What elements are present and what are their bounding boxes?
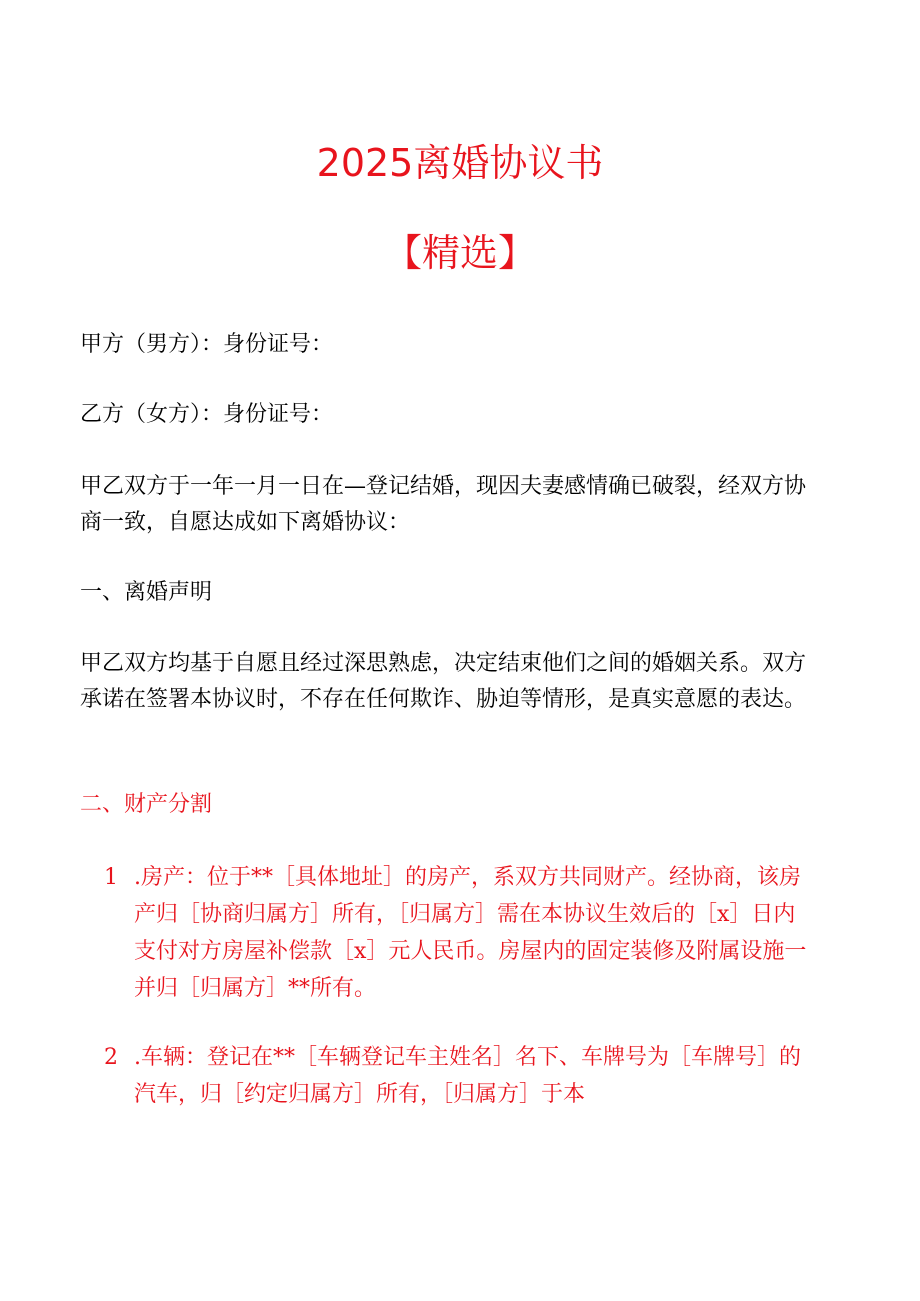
intro-paragraph: 甲乙双方于一年一月一日在—登记结婚，现因夫妻感情确已破裂，经双方协商一致，自愿达成如下离婚协议： [80,474,807,535]
party-a-line: 甲方（男方）：身份证号： [80,332,334,357]
document-subtitle: 【精选】 [383,231,536,275]
list-item-vehicle [104,1039,810,1113]
section1-heading: 一、离婚声明 [80,580,213,605]
list-item-text: .车辆：登记在**［车辆登记车主姓名］名下、车牌号为［车牌号］的汽车，归［约定归属方］所有，［归属方］于本 [134,1045,801,1107]
list-item-property [104,859,810,1007]
list-item-number: 1 [104,865,118,890]
section2-heading: 二、财产分割 [80,792,213,817]
party-b-line: 乙方（女方）：身份证号： [80,402,334,427]
document-title: 2025离婚协议书 [316,141,604,185]
section1-body: 甲乙双方均基于自愿且经过深思熟虑，决定结束他们之间的婚姻关系。双方承诺在签署本协议时，不存在任何欺诈、胁迫等情形，是真实意愿的表达。 [80,651,807,712]
list-item-text: .房产：位于**［具体地址］的房产，系双方共同财产。经协商，该房产归［协商归属方］所有，［归属方］需在本协议生效后的［x］日内支付对方房屋补偿款［x］元人民币。房屋内的固定装修及附属设施一并归［归属方］**所有。 [134,865,807,1001]
list-item-number: 2 [104,1045,118,1070]
